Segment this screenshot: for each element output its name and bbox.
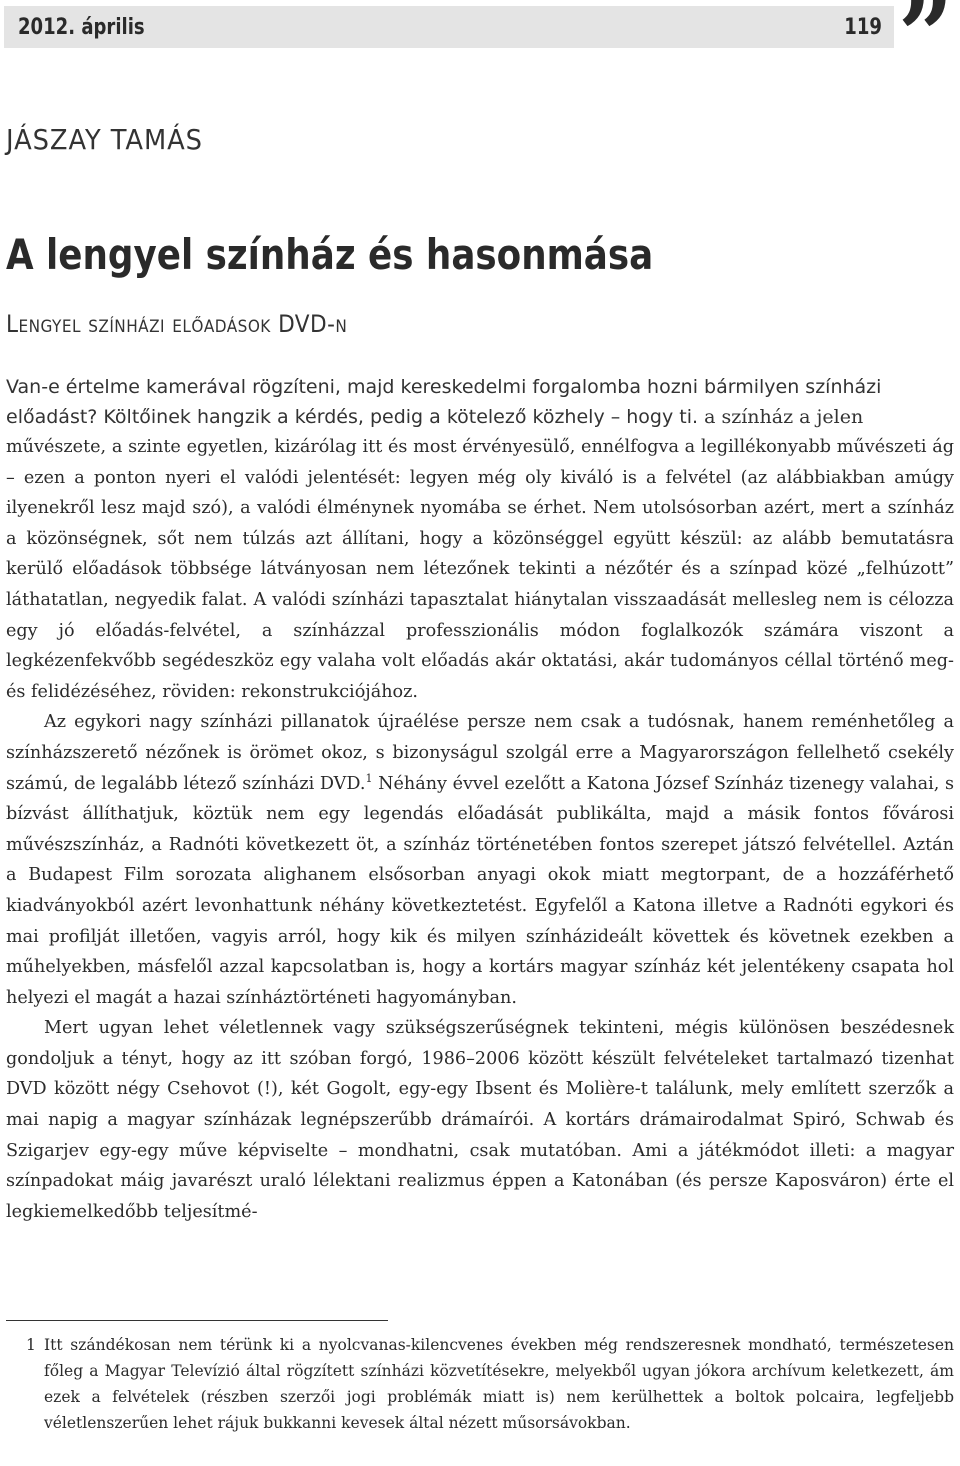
article-subtitle: Lengyel színházi előadások DVD-n <box>6 310 348 338</box>
author-name: JÁSZAY TAMÁS <box>6 123 203 156</box>
lead-continuation: a színház a jelen <box>698 406 864 428</box>
body-paragraph: Mert ugyan lehet véletlennek vagy szükségszerűségnek tekinteni, mégis különösen beszédesnek gondoljuk a tényt, hogy az itt szóban forgó, 1986–2006 között készült felvételeket tartalmazó tizenhat DVD között négy Csehovot (!), két Gogolt, egy-egy Ibsent és Molière-t találunk, mely említett szerzők a mai napig a magyar színházak legnépszerűbb drámaírói. A kortárs drámairodalmat Spiró, Schwab és Szigarjev egy-egy műve képviselte – mondhatni, csak mutatóban. Ami a játékmódot illeti: a magyar színpadokat máig javarészt uraló lélektani realizmus éppen a Katonában (és persze Kaposváron) érte el legkiemelkedőbb teljesítmé- <box>6 1018 954 1222</box>
issue-date: 2012. április <box>18 15 145 40</box>
footnote-marker[interactable]: 1 <box>365 771 373 785</box>
closing-quote-icon: ” <box>898 0 948 92</box>
lead-paragraph <box>6 372 956 432</box>
footnote-text: Itt szándékosan nem térünk ki a nyolcvanas-kilencvenes években még rendszeresnek mondható, természetesen főleg a Magyar Televízió által rögzített színházi közvetítésekre, melyekből ugyan jókora archívum keletkezett, ám ezek a felvételek (részben szerzői jogi problémák miatt is) nem kerülhettek a boltok polcaira, legfeljebb véletlenszerűen lehet rájuk bukkanni kevesek által nézett műsorsávokban. <box>44 1336 954 1432</box>
article-title: A lengyel színház és hasonmása <box>6 230 654 279</box>
footnote <box>6 1332 954 1436</box>
body-paragraph: művészete, a szinte egyetlen, kizárólag itt és most érvényesülő, ennélfogva a legillékonyabb művészeti ág – ezen a ponton nyeri el valódi jelentését: legyen még oly kiváló is a felvétel (az alábbiakban amúgy ilyenekről lesz majd szó), a valódi élménynek nyomába se érhet. Nem utolsósorban azért, mert a színház a közönségnek, sőt nem túlzás azt állítani, hogy a közönséggel együtt készül: az alább bemutatásra kerülő előadások többsége látványosan nem létezőnek tekinti a nézőtér és a színpad közé „felhúzott” láthatatlan, negyedik falat. A valódi színházi tapasztalat hiánytalan visszaadását mellesleg nem is célozza egy jó előadás-felvétel, a színházzal professzionális módon foglalkozók számára viszont a legkézenfekvőbb segédeszköz egy valaha volt előadás akár oktatási, akár tudományos céllal történő meg- és felidézéséhez, röviden: rekonstrukciójához. <box>6 437 954 702</box>
footnote-number: 1 <box>26 1336 36 1354</box>
page-header <box>4 6 894 48</box>
footnote-divider <box>6 1320 388 1321</box>
paragraph-text: Néhány évvel ezelőtt a Katona József Színház tizenegy valahai, s bízvást állíthatjuk, köztük nem egy legendás előadását publikálta, majd a másik fontos fővárosi művészszínház, a Radnóti következett öt, a színház történetében fontos szerepet játszó felvétellel. Aztán a Budapest Film sorozata alighanem elsősorban anyagi okok miatt megtorpant, de a hozzáférhető kiadványokból azért levonhattunk néhány következtetést. Egyfelől a Katona illetve a Radnóti egykori és mai profilját illetően, vagyis arról, hogy kik és milyen színházideált követtek és követnek ezekben a műhelyekben, másfelől azzal kapcsolatban is, hogy a kortárs magyar színház két jelentékeny csapata hol helyezi el magát a hazai színháztörténeti hagyományban. <box>6 773 954 1008</box>
page-number: 119 <box>844 15 882 40</box>
body-paragraph <box>6 707 954 1013</box>
lead-text: Van-e értelme kamerával rögzíteni, majd kereskedelmi forgalomba hozni bármilyen színházi előadást? Költőinek hangzik a kérdés, pedig a kötelező közhely – hogy ti. <box>6 376 882 428</box>
paragraph-text: Az egykori nagy színházi pillanatok újraélése persze nem csak a tudósnak, hanem reménhetőleg a színházszerető nézőnek is örömet okoz, s bizonyságul szolgál erre a Magyarországon fellelhető csekély számú, de legalább létező színházi DVD. <box>6 712 954 794</box>
article-body <box>6 432 954 1227</box>
